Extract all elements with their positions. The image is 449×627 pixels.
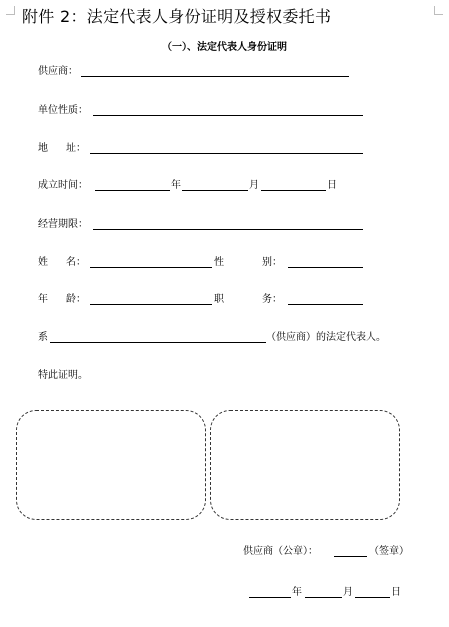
business-term-field[interactable] (93, 229, 363, 230)
relation-supplier-field[interactable] (50, 342, 266, 343)
supplier-field[interactable] (81, 76, 349, 77)
position-label-part2: 务： (262, 294, 282, 305)
sign-day-field[interactable] (355, 597, 390, 598)
sign-month-field[interactable] (305, 597, 342, 598)
relation-prefix: 系 (38, 332, 48, 343)
name-field[interactable] (90, 267, 212, 268)
sign-year-field[interactable] (249, 597, 291, 598)
page-corner-marker (6, 6, 15, 15)
name-label-part2: 名： (66, 257, 86, 268)
established-day-label: 日 (327, 180, 337, 191)
sign-month-label: 月 (343, 587, 353, 598)
id-card-front-box (16, 410, 206, 520)
sign-year-label: 年 (292, 587, 302, 598)
age-label-part2: 龄： (66, 294, 86, 305)
section-heading: （一）、法定代表人身份证明 (162, 42, 287, 53)
age-field[interactable] (90, 304, 212, 305)
signature-label: （签章） (369, 546, 409, 557)
address-field[interactable] (90, 153, 363, 154)
supplier-label: 供应商： (38, 66, 78, 77)
established-year-label: 年 (171, 180, 181, 191)
document-title: 附件 2：法定代表人身份证明及授权委托书 (22, 7, 332, 26)
unit-nature-field[interactable] (93, 115, 363, 116)
established-month-label: 月 (249, 180, 259, 191)
unit-nature-label: 单位性质： (38, 105, 88, 116)
supplier-seal-label: 供应商（公章）： (243, 546, 318, 557)
established-day-field[interactable] (261, 190, 326, 191)
relation-suffix: （供应商）的法定代表人。 (266, 332, 386, 343)
position-field[interactable] (288, 304, 363, 305)
position-label-part1: 职 (214, 294, 224, 305)
established-year-field[interactable] (95, 190, 170, 191)
gender-field[interactable] (288, 267, 363, 268)
certify-text: 特此证明。 (38, 370, 88, 381)
page-corner-marker (434, 6, 443, 15)
established-label: 成立时间： (38, 180, 88, 191)
id-card-back-box (210, 410, 400, 520)
gender-label-part1: 性 (214, 257, 224, 268)
business-term-label: 经营期限： (38, 219, 88, 230)
gender-label-part2: 别： (262, 257, 282, 268)
address-label-part1: 地 (38, 143, 48, 154)
name-label-part1: 姓 (38, 257, 48, 268)
sign-day-label: 日 (391, 587, 401, 598)
supplier-seal-field[interactable] (334, 556, 367, 557)
established-month-field[interactable] (182, 190, 248, 191)
age-label-part1: 年 (38, 294, 48, 305)
address-label-part2: 址： (66, 143, 86, 154)
